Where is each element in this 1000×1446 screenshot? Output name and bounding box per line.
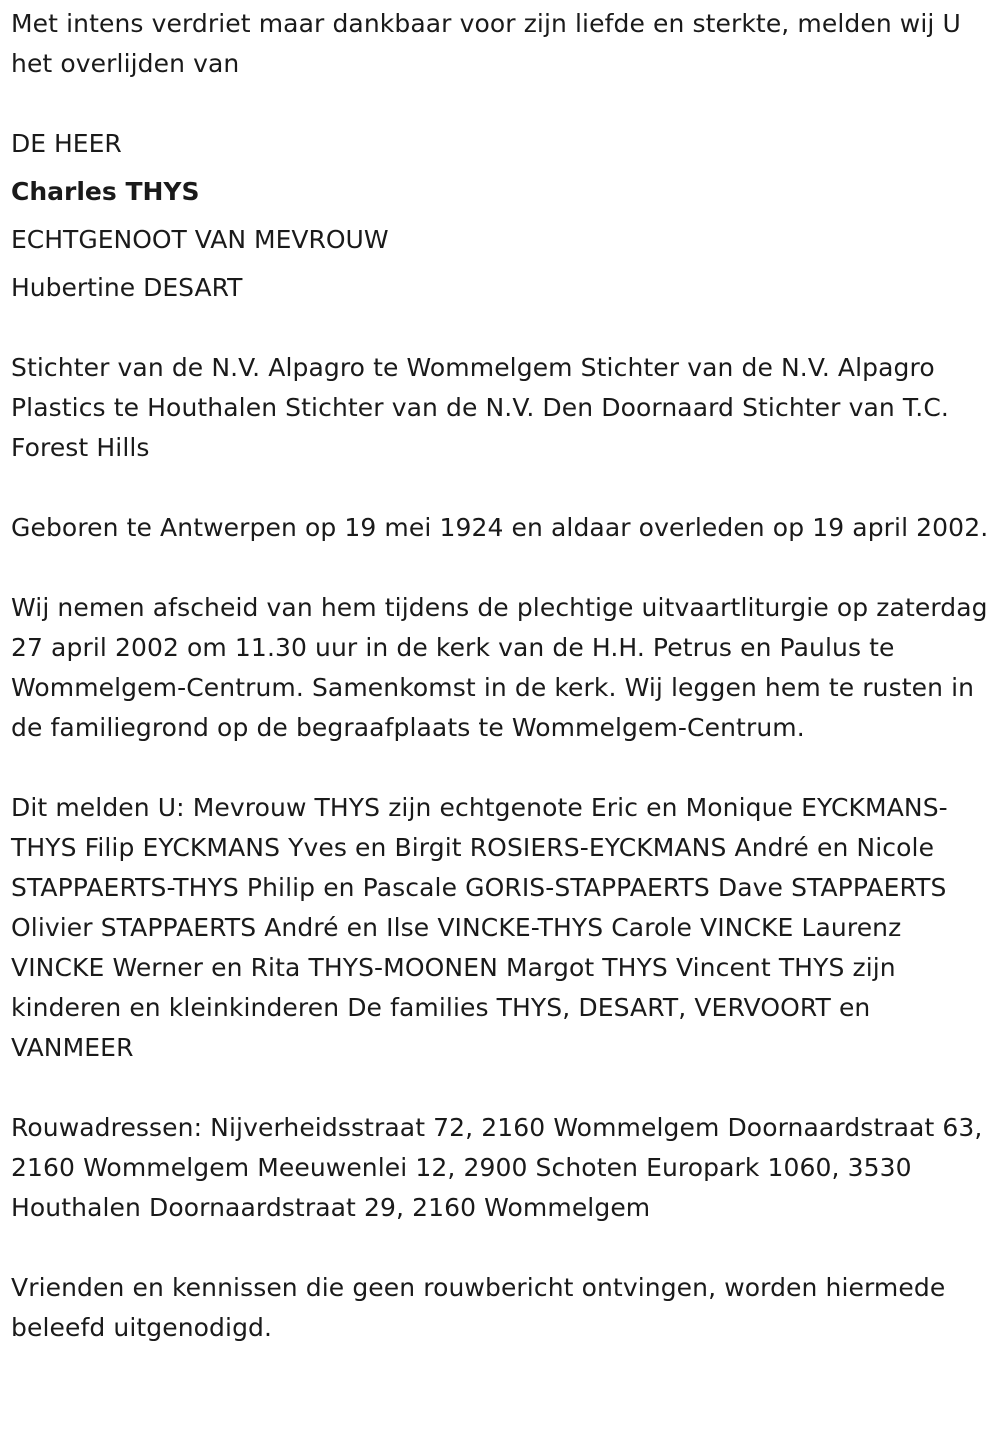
spacer [11,1228,990,1268]
intro-paragraph: Met intens verdriet maar dankbaar voor zijn liefde en sterkte, melden wij U het overlijden van [11,9,961,78]
family-paragraph: Dit melden U: Mevrouw THYS zijn echtgenote Eric en Monique EYCKMANS-THYS Filip EYCKMANS Yves en Birgit ROSIERS-EYCKMANS André en Nicole STAPPAERTS-THYS Philip en Pascale GORIS-STAPPAERTS Dave STAPPAERTS Olivier STAPPAERTS André en Ilse VINCKE-THYS Carole VINCKE Laurenz VINCKE Werner en Rita THYS-MOONEN Margot THYS Vincent THYS zijn kinderen en kleinkinderen De families THYS, DESART, VERVOORT en VANMEER [11,793,948,1062]
spacer [11,312,990,348]
spacer [11,1068,990,1108]
spouse-name: Hubertine DESART [11,273,243,302]
spacer [11,548,990,588]
deceased-name: Charles THYS [11,177,200,206]
closing-paragraph: Vrienden en kennissen die geen rouwbericht ontvingen, worden hiermede beleefd uitgenodigd. [11,1273,946,1342]
birth-death-paragraph: Geboren te Antwerpen op 19 mei 1924 en aldaar overleden op 19 april 2002. [11,513,989,542]
founder-paragraph: Stichter van de N.V. Alpagro te Wommelgem Stichter van de N.V. Alpagro Plastics te Houthalen Stichter van de N.V. Den Doornaard Stichter van T.C. Forest Hills [11,353,949,462]
ceremony-paragraph: Wij nemen afscheid van hem tijdens de plechtige uitvaartliturgie op zaterdag 27 april 2002 om 11.30 uur in de kerk van de H.H. Petrus en Paulus te Wommelgem-Centrum. Samenkomst in de kerk. Wij leggen hem te rusten in de familiegrond op de begraafplaats te Wommelgem-Centrum. [11,593,988,742]
salutation: DE HEER [11,129,122,158]
spacer [11,468,990,508]
spouse-label: ECHTGENOOT VAN MEVROUW [11,225,389,254]
spacer [11,748,990,788]
addresses-paragraph: Rouwadressen: Nijverheidsstraat 72, 2160 Wommelgem Doornaardstraat 63, 2160 Wommelgem Meeuwenlei 12, 2900 Schoten Europark 1060, 3530 Houthalen Doornaardstraat 29, 2160 Wommelgem [11,1113,983,1222]
spacer [11,84,990,124]
